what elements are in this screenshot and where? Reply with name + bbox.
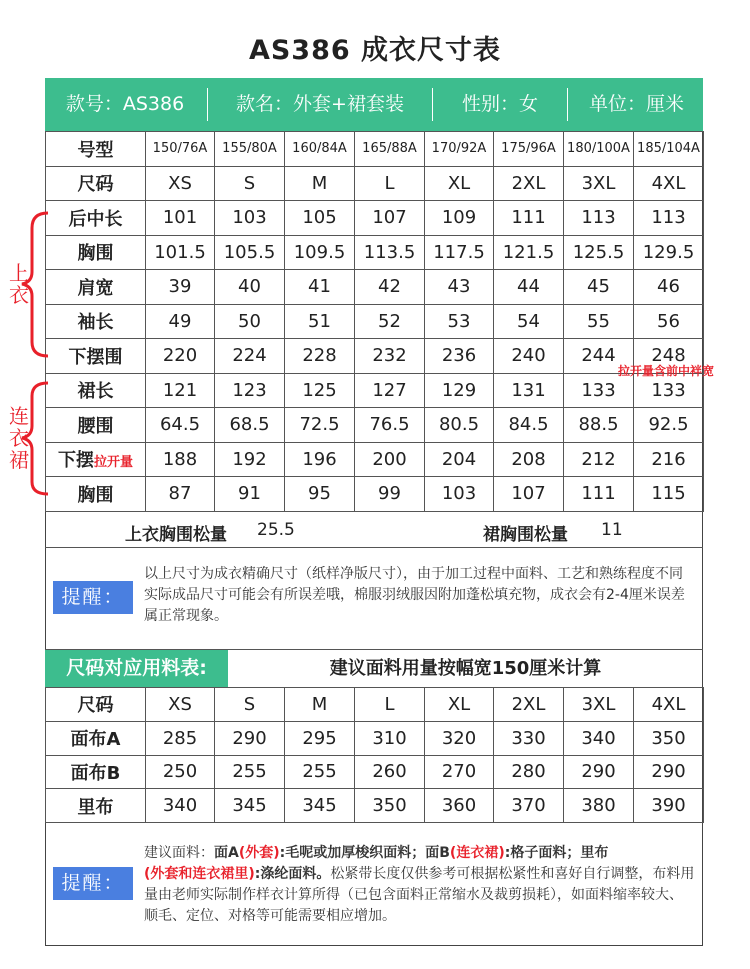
page-title: AS386 成衣尺寸表 — [248, 35, 502, 66]
value-cell: 40 — [215, 270, 285, 305]
value-cell: 240 — [494, 339, 564, 374]
value-cell: 39 — [146, 270, 215, 305]
value-cell: 236 — [425, 339, 494, 374]
fabric-size-cell: XS — [146, 688, 215, 722]
reminder2-p7: (外套和连衣裙里) — [144, 866, 255, 882]
ease-row — [45, 512, 703, 548]
size-cell: XS — [146, 166, 215, 201]
table-row — [46, 304, 704, 339]
measure-label-text: 胸围 — [77, 484, 114, 506]
reminder2-p3: (外套) — [238, 845, 280, 861]
table-row — [46, 235, 704, 270]
value-cell: 49 — [146, 304, 215, 339]
style-number: 款号：AS386 — [65, 93, 185, 115]
fabric-value-cell: 330 — [494, 721, 564, 755]
size-cell: XL — [425, 166, 494, 201]
fabric-value-cell: 270 — [425, 755, 494, 789]
fabric-band: 尺码对应用料表: — [45, 650, 228, 687]
value-cell: 41 — [285, 270, 355, 305]
measure-label — [46, 201, 146, 236]
value-cell: 72.5 — [285, 408, 355, 443]
measure-label-text: 袖长 — [77, 312, 114, 334]
measure-label-text: 下摆围 — [68, 346, 123, 368]
size-label: 尺码 — [46, 166, 146, 201]
reminder2-p5: (连衣裙) — [449, 845, 505, 861]
measure-label-text: 裙长 — [77, 381, 114, 403]
type-cell: 155/80A — [215, 132, 285, 167]
value-cell: 84.5 — [494, 408, 564, 443]
value-cell: 113 — [564, 201, 634, 236]
fabric-size-cell: XL — [425, 688, 494, 722]
table-row — [46, 373, 704, 408]
fabric-table — [45, 687, 704, 823]
value-cell: 220 — [146, 339, 215, 374]
value-cell: 101 — [146, 201, 215, 236]
fabric-size-cell: 3XL — [564, 688, 634, 722]
value-cell: 129.5 — [634, 235, 704, 270]
measure-label-text: 胸围 — [77, 243, 114, 265]
value-cell: 45 — [564, 270, 634, 305]
fabric-value-cell: 290 — [564, 755, 634, 789]
value-cell: 232 — [355, 339, 425, 374]
value-cell: 109 — [425, 201, 494, 236]
fabric-value-cell: 285 — [146, 721, 215, 755]
value-cell: 224 — [215, 339, 285, 374]
fabric-value-cell: 280 — [494, 755, 564, 789]
fabric-value-cell: 345 — [215, 789, 285, 823]
fabric-label: 里布 — [46, 789, 146, 823]
header-divider — [432, 88, 433, 121]
reminder2-p4: :毛呢或加厚梭织面料；面B — [279, 845, 450, 861]
value-cell: 68.5 — [215, 408, 285, 443]
size-row — [46, 166, 704, 201]
fabric-value-cell: 255 — [285, 755, 355, 789]
value-cell: 200 — [355, 442, 425, 477]
value-cell: 117.5 — [425, 235, 494, 270]
value-cell: 113.5 — [355, 235, 425, 270]
reminder-tag-2: 提醒： — [53, 867, 133, 900]
value-cell: 121 — [146, 373, 215, 408]
value-cell: 50 — [215, 304, 285, 339]
measure-label-text: 腰围 — [77, 415, 114, 437]
table-row — [46, 270, 704, 305]
value-cell: 54 — [494, 304, 564, 339]
top-ease-value: 25.5 — [257, 520, 295, 540]
value-cell: 76.5 — [355, 408, 425, 443]
measure-label-text: 后中长 — [68, 208, 123, 230]
reminder2-p8: :涤纶面料。 — [254, 866, 331, 882]
fabric-value-cell: 350 — [634, 721, 704, 755]
value-cell: 103 — [425, 477, 494, 512]
fabric-value-cell: 390 — [634, 789, 704, 823]
size-cell: S — [215, 166, 285, 201]
fabric-value-cell: 290 — [634, 755, 704, 789]
fabric-size-cell: M — [285, 688, 355, 722]
value-cell: 91 — [215, 477, 285, 512]
value-cell: 113 — [634, 201, 704, 236]
value-cell: 192 — [215, 442, 285, 477]
value-cell: 196 — [285, 442, 355, 477]
fabric-label: 面布A — [46, 721, 146, 755]
fabric-value-cell: 295 — [285, 721, 355, 755]
reminder-text: 以上尺寸为成衣精确尺寸（纸样净版尺寸），由于加工过程中面料、工艺和熟练程度不同实际成品尺寸可能会有所误差哦，棉服羽绒服因附加蓬松填充物，成衣会有2-4厘米误差属正常现象。 — [144, 566, 685, 624]
fabric-row — [46, 755, 704, 789]
fabric-value-cell: 350 — [355, 789, 425, 823]
value-cell: 99 — [355, 477, 425, 512]
measure-label-note: 拉开量 — [93, 455, 133, 471]
fabric-row — [46, 721, 704, 755]
value-cell: 109.5 — [285, 235, 355, 270]
value-cell: 88.5 — [564, 408, 634, 443]
fabric-value-cell: 345 — [285, 789, 355, 823]
value-cell: 95 — [285, 477, 355, 512]
table-row — [46, 201, 704, 236]
value-cell: 53 — [425, 304, 494, 339]
value-cell: 55 — [564, 304, 634, 339]
value-cell: 244 — [564, 339, 634, 374]
gender: 性别：女 — [461, 93, 538, 115]
header-divider — [567, 88, 568, 121]
table-row — [46, 442, 704, 477]
measure-label — [46, 270, 146, 305]
value-cell: 56 — [634, 304, 704, 339]
type-cell: 180/100A — [564, 132, 634, 167]
value-cell: 228 — [285, 339, 355, 374]
measure-label-text: 肩宽 — [77, 277, 114, 299]
value-cell: 248 — [634, 339, 704, 374]
value-cell: 42 — [355, 270, 425, 305]
size-table — [45, 131, 704, 512]
fabric-size-cell: 4XL — [634, 688, 704, 722]
fabric-value-cell: 340 — [564, 721, 634, 755]
type-cell: 160/84A — [285, 132, 355, 167]
value-cell: 52 — [355, 304, 425, 339]
fabric-value-cell: 260 — [355, 755, 425, 789]
type-cell: 175/96A — [494, 132, 564, 167]
type-cell: 165/88A — [355, 132, 425, 167]
top-group-label: 上衣 — [9, 261, 29, 307]
table-row — [46, 477, 704, 512]
value-cell: 46 — [634, 270, 704, 305]
size-cell: 4XL — [634, 166, 704, 201]
dress-ease-label: 裙胸围松量 — [483, 525, 568, 545]
value-cell: 107 — [355, 201, 425, 236]
reminder-tag: 提醒： — [53, 581, 133, 614]
hem-note: 拉开量含前中袢宽 — [618, 364, 715, 378]
fabric-value-cell: 255 — [215, 755, 285, 789]
value-cell: 103 — [215, 201, 285, 236]
value-cell: 43 — [425, 270, 494, 305]
fabric-value-cell: 290 — [215, 721, 285, 755]
value-cell: 131 — [494, 373, 564, 408]
value-cell: 188 — [146, 442, 215, 477]
reminder2-p2: 面A — [214, 845, 239, 861]
dress-group-label: 连衣裙 — [9, 404, 29, 472]
fabric-label: 面布B — [46, 755, 146, 789]
top-ease-label: 上衣胸围松量 — [125, 525, 227, 545]
fabric-size-cell: 2XL — [494, 688, 564, 722]
value-cell: 212 — [564, 442, 634, 477]
fabric-value-cell: 320 — [425, 721, 494, 755]
style-name: 款名：外套+裙套装 — [236, 93, 404, 115]
fabric-value-cell: 340 — [146, 789, 215, 823]
value-cell: 115 — [634, 477, 704, 512]
fabric-size-cell: S — [215, 688, 285, 722]
fabric-value-cell: 250 — [146, 755, 215, 789]
value-cell: 105.5 — [215, 235, 285, 270]
measure-label-text: 下摆 — [57, 450, 94, 472]
value-cell: 133 — [564, 373, 634, 408]
value-cell: 80.5 — [425, 408, 494, 443]
fabric-band-text: 建议面料用量按幅宽150厘米计算 — [329, 658, 602, 679]
fabric-value-cell: 370 — [494, 789, 564, 823]
size-cell: L — [355, 166, 425, 201]
value-cell: 105 — [285, 201, 355, 236]
unit: 单位：厘米 — [588, 93, 684, 115]
value-cell: 125.5 — [564, 235, 634, 270]
measure-label — [46, 235, 146, 270]
value-cell: 208 — [494, 442, 564, 477]
reminder-text-2 — [144, 843, 696, 927]
measure-label — [46, 339, 146, 374]
type-cell: 170/92A — [425, 132, 494, 167]
value-cell: 92.5 — [634, 408, 704, 443]
fabric-value-cell: 380 — [564, 789, 634, 823]
value-cell: 87 — [146, 477, 215, 512]
value-cell: 125 — [285, 373, 355, 408]
measure-label — [46, 442, 146, 477]
value-cell: 204 — [425, 442, 494, 477]
value-cell: 216 — [634, 442, 704, 477]
measure-label — [46, 304, 146, 339]
value-cell: 111 — [564, 477, 634, 512]
reminder2-p9: 松紧带长度仅供参考可根据松紧性和喜好自行调整，布料用量由老师实际制作样衣计算所得（已包含面料正常缩水及裁剪损耗），如面料缩率较大、顺毛、定位、对格等可能需要相应增加。 — [144, 866, 695, 924]
value-cell: 107 — [494, 477, 564, 512]
type-cell: 185/104A — [634, 132, 704, 167]
value-cell: 44 — [494, 270, 564, 305]
fabric-size-cell: L — [355, 688, 425, 722]
table-row — [46, 408, 704, 443]
fabric-size-label: 尺码 — [46, 688, 146, 722]
value-cell: 123 — [215, 373, 285, 408]
dress-ease-value: 11 — [601, 520, 623, 540]
fabric-row — [46, 789, 704, 823]
size-cell: 3XL — [564, 166, 634, 201]
size-cell: M — [285, 166, 355, 201]
fabric-size-row — [46, 688, 704, 722]
value-cell: 51 — [285, 304, 355, 339]
type-cell: 150/76A — [146, 132, 215, 167]
fabric-value-cell: 310 — [355, 721, 425, 755]
header-bar — [45, 78, 703, 131]
value-cell: 101.5 — [146, 235, 215, 270]
measure-label — [46, 408, 146, 443]
value-cell: 121.5 — [494, 235, 564, 270]
type-row — [46, 132, 704, 167]
value-cell: 111 — [494, 201, 564, 236]
value-cell: 64.5 — [146, 408, 215, 443]
fabric-value-cell: 360 — [425, 789, 494, 823]
reminder2-p1: 建议面料： — [144, 845, 214, 861]
value-cell: 129 — [425, 373, 494, 408]
value-cell: 127 — [355, 373, 425, 408]
measure-label — [46, 477, 146, 512]
table-row — [46, 339, 704, 374]
value-cell: 133 — [634, 373, 704, 408]
type-label: 号型 — [46, 132, 146, 167]
measure-label — [46, 373, 146, 408]
header-divider — [207, 88, 208, 121]
size-cell: 2XL — [494, 166, 564, 201]
reminder2-p6: :格子面料；里布 — [504, 845, 609, 861]
